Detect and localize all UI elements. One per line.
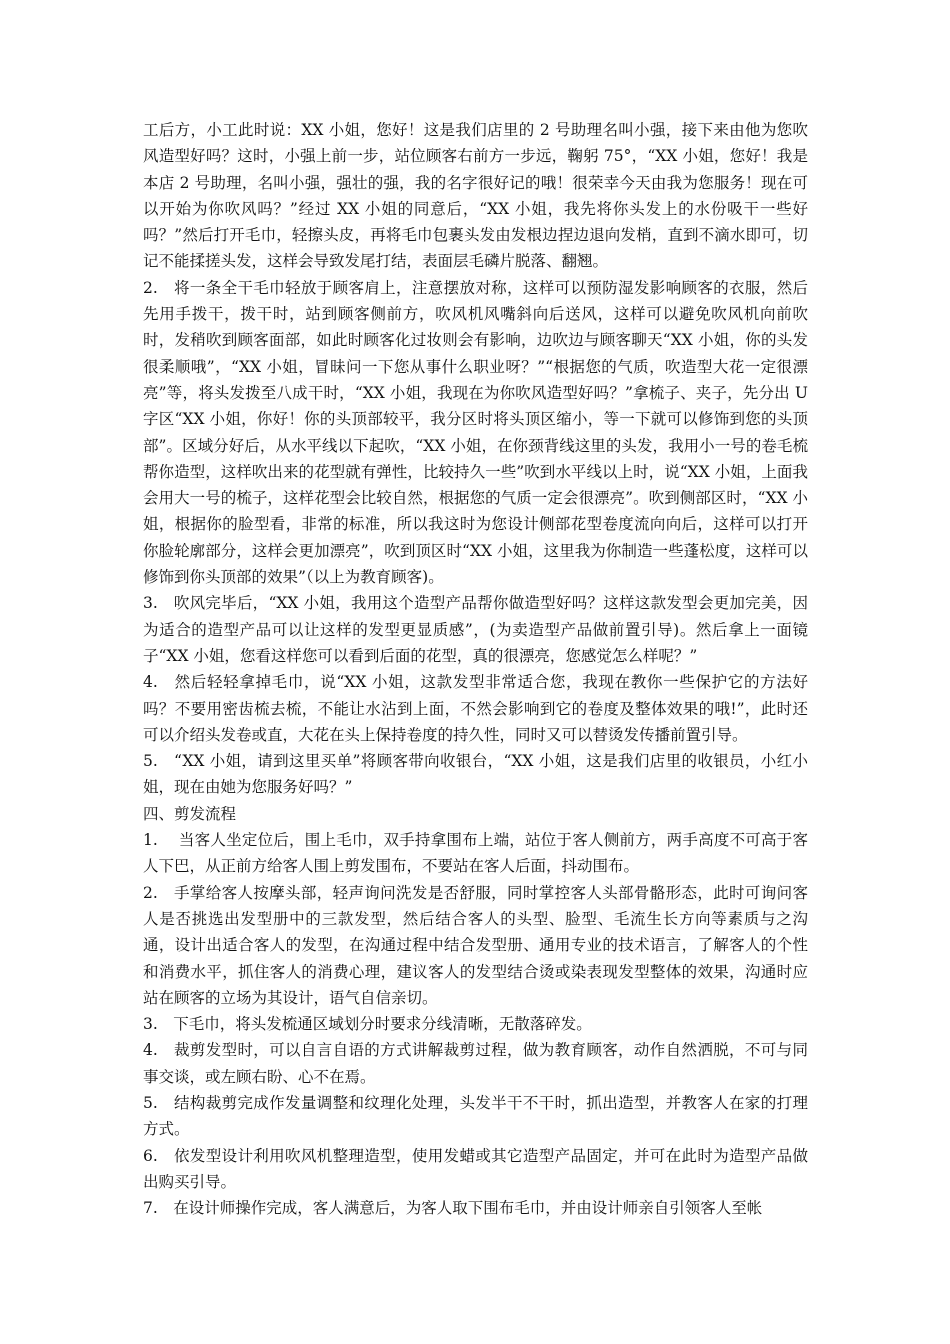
- haircut-step-2: 2. 手掌给客人按摩头部，轻声询问洗发是否舒服，同时掌控客人头部骨骼形态，此时可询问客人是否挑选出发型册中的三款发型，然后结合客人的头型、脸型、毛流生长方向等素质与之沟通，设计出适合客人的发型，在沟通过程中结合发型册、通用专业的技术语言，了解客人的个性和消费水平，抓住客人的消费心理，建议客人的发型结合烫或染表现发型整体的效果，沟通时应站在顾客的立场为其设计，语气自信亲切。: [143, 883, 808, 1007]
- haircut-step-1: 1. 当客人坐定位后，围上毛巾，双手持拿围布上端，站位于客人侧前方，两手高度不可高于客人下巴，从正前方给客人围上剪发围布，不要站在客人后面，抖动围布。: [143, 831, 808, 876]
- paragraph-step-2: 2. 将一条全干毛巾轻放于顾客肩上，注意摆放对称，这样可以预防湿发影响顾客的衣服，然后先用手拨干，拨干时，站到顾客侧前方，吹风机风嘴斜向后送风，这样可以避免吹风机向前吹时，发稍吹到顾客面部，如此时顾客化过妆则会有影响，边吹边与顾客聊天“XX 小姐，你的头发很柔顺哦”，“XX 小姐，冒昧问一下您从事什么职业呀？”“根据您的气质，吹造型大花一定很漂亮”等，将头发拨至八成干时，“XX 小姐，我现在为你吹风造型好吗？”拿梳子、夹子，先分出 U 字区“XX 小姐，你好！你的头顶部较平，我分区时将头顶区缩小，等一下就可以修饰到您的头顶部”。区域分好后，从水平线以下起吹，“XX 小姐，在你颈背线这里的头发，我用小一号的卷毛梳帮你造型，这样吹出来的花型就有弹性，比较持久一些”吹到水平线以上时，说“XX 小姐，上面我会用大一号的梳子，这样花型会比较自然，根据您的气质一定会很漂亮”。吹到侧部区时，“XX 小姐，根据你的脸型看，非常的标准，所以我这时为您设计侧部花型卷度流向向后，这样可以打开你脸轮廓部分，这样会更加漂亮”，吹到顶区时“XX 小姐，这里我为你制造一些蓬松度，这样可以修饰到你头顶部的效果”（以上为教育顾客)。: [143, 278, 808, 587]
- paragraph-step-5: 5. “XX 小姐，请到这里买单”将顾客带向收银台，“XX 小姐，这是我们店里的收银员，小红小姐，现在由她为您服务好吗？”: [143, 752, 808, 797]
- paragraph-step-3: 3. 吹风完毕后，“XX 小姐，我用这个造型产品帮你做造型好吗？这样这款发型会更加完美，因为适合的造型产品可以让这样的发型更显质感”，(为卖造型产品做前置引导)。然后拿上一面镜子“XX 小姐，您看这样您可以看到后面的花型，真的很漂亮，您感觉怎么样呢？”: [143, 594, 808, 665]
- haircut-step-3: 3. 下毛巾，将头发梳通区域划分时要求分线清晰，无散落碎发。: [143, 1015, 592, 1034]
- document-page: [143, 117, 808, 1221]
- haircut-step-7: 7. 在设计师操作完成，客人满意后，为客人取下围布毛巾，并由设计师亲自引领客人至帐: [143, 1199, 763, 1218]
- haircut-step-5: 5. 结构裁剪完成作发量调整和纹理化处理，头发半干不干时，抓出造型，并教客人在家的打理方式。: [143, 1093, 808, 1139]
- paragraph-continuation: 工后方，小工此时说：XX 小姐，您好！这是我们店里的 2 号助理名叫小强，接下来由他为您吹风造型好吗？这时，小强上前一步，站位顾客右前方一步远，鞠躬 75°，“XX 小姐，您好！我是本店 2 号助理，名叫小强，强壮的强，我的名字很好记的哦！很荣幸今天由我为您服务！现在可以开始为你吹风吗？”经过 XX 小姐的同意后，“XX 小姐，我先将你头发上的水份吸干一些好吗？”然后打开毛巾，轻擦头皮，再将毛巾包裹头发由发根边捏边退向发梢，直到不滴水即可，切记不能揉搓头发，这样会导致发尾打结，表面层毛磷片脱落、翻翘。: [143, 121, 808, 271]
- section-heading: 四、剪发流程: [143, 804, 237, 823]
- haircut-step-6: 6. 依发型设计利用吹风机整理造型，使用发蜡或其它造型产品固定，并可在此时为造型产品做出购买引导。: [143, 1146, 808, 1191]
- paragraph-step-4: 4. 然后轻轻拿掉毛巾，说“XX 小姐，这款发型非常适合您，我现在教你一些保护它的方法好吗？不要用密齿梳去梳，不能让水沾到上面，不然会影响到它的卷度及整体效果的哦!”，此时还可以介绍头发卷或直，大花在头上保持卷度的持久性，同时又可以替烫发传播前置引导。: [143, 673, 808, 744]
- haircut-step-4: 4. 裁剪发型时，可以自言自语的方式讲解裁剪过程，做为教育顾客，动作自然洒脱，不可与同事交谈，或左顾右盼、心不在焉。: [143, 1041, 808, 1086]
